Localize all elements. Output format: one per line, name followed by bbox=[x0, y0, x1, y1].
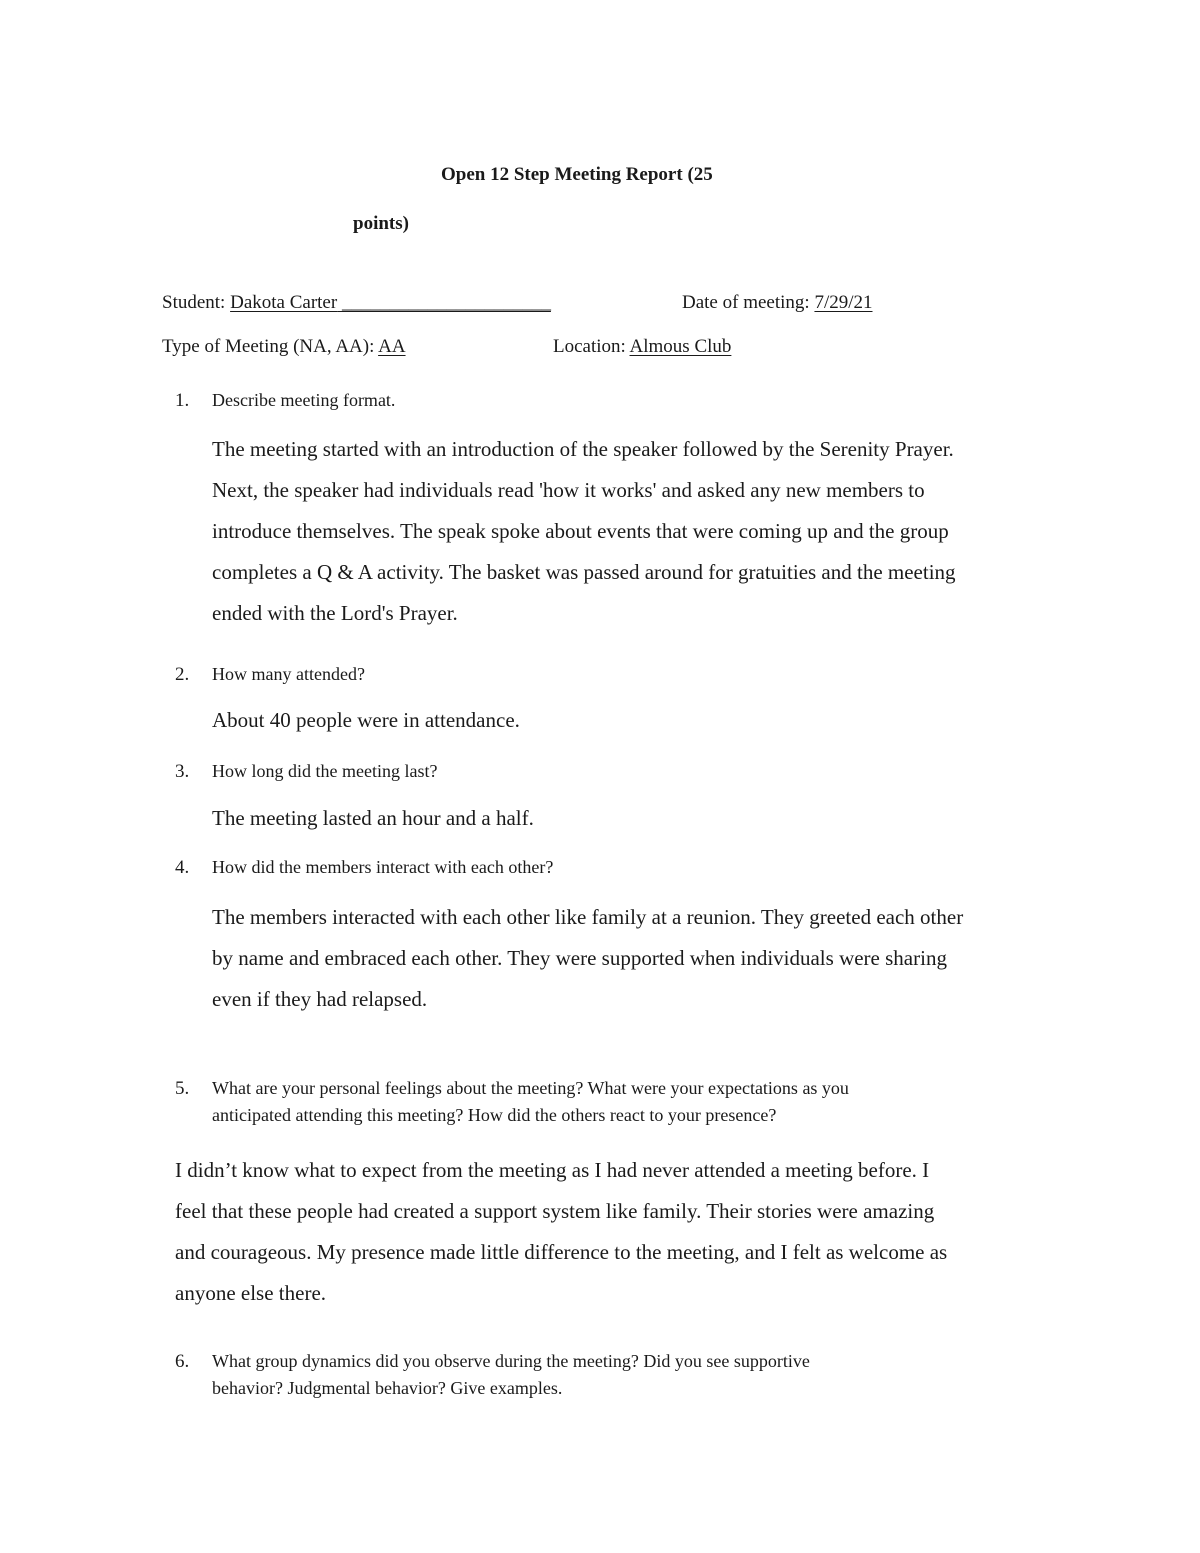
student-label: Student: bbox=[162, 292, 226, 313]
meeting-type-label: Type of Meeting (NA, AA): bbox=[162, 336, 375, 357]
student-field bbox=[162, 292, 551, 314]
answer-5-line: I didn’t know what to expect from the meeting as I had never attended a meeting before. I bbox=[175, 1158, 930, 1182]
answer-2: About 40 people were in attendance. bbox=[212, 708, 520, 732]
answer-4-line: The members interacted with each other like family at a reunion. They greeted each other bbox=[212, 905, 964, 929]
answer-4-line: even if they had relapsed. bbox=[212, 987, 428, 1011]
question-1-number: 1. bbox=[175, 390, 190, 411]
question-6-text bbox=[212, 1348, 810, 1402]
location-label: Location: bbox=[553, 336, 626, 357]
question-6-line: What group dynamics did you observe during the meeting? Did you see supportive bbox=[212, 1351, 810, 1371]
student-name: Dakota Carter bbox=[230, 292, 338, 313]
location-field bbox=[553, 336, 731, 358]
answer-3: The meeting lasted an hour and a half. bbox=[212, 806, 534, 830]
answer-1 bbox=[212, 429, 956, 634]
question-4-number: 4. bbox=[175, 857, 190, 878]
answer-1-line: The meeting started with an introduction of the speaker followed by the Serenity Prayer. bbox=[212, 437, 954, 461]
question-2-text: How many attended? bbox=[212, 664, 365, 684]
answer-5-line: and courageous. My presence made little difference to the meeting, and I felt as welcome as bbox=[175, 1240, 948, 1264]
meeting-type-value: AA bbox=[378, 336, 406, 357]
question-4-text: How did the members interact with each other? bbox=[212, 857, 554, 877]
answer-5 bbox=[175, 1150, 947, 1314]
answer-4-line: by name and embraced each other. They were supported when individuals were sharing bbox=[212, 946, 947, 970]
question-6-number: 6. bbox=[175, 1351, 190, 1372]
report-title-line-1: Open 12 Step Meeting Report (25 bbox=[441, 164, 713, 185]
question-3-number: 3. bbox=[175, 761, 190, 782]
date-value: 7/29/21 bbox=[814, 292, 873, 313]
answer-1-line: introduce themselves. The speak spoke about events that were coming up and the group bbox=[212, 519, 949, 543]
location-value: Almous Club bbox=[629, 336, 732, 357]
question-5-line: anticipated attending this meeting? How did the others react to your presence? bbox=[212, 1105, 777, 1125]
report-title-line-2: points) bbox=[353, 213, 409, 234]
question-1-text: Describe meeting format. bbox=[212, 390, 396, 410]
answer-4 bbox=[212, 897, 963, 1020]
question-2-number: 2. bbox=[175, 664, 190, 685]
answer-1-line: completes a Q & A activity. The basket was passed around for gratuities and the meeting bbox=[212, 560, 956, 584]
answer-1-line: ended with the Lord's Prayer. bbox=[212, 601, 458, 625]
question-6-line: behavior? Judgmental behavior? Give examples. bbox=[212, 1378, 563, 1398]
date-field bbox=[682, 292, 873, 314]
question-5-text bbox=[212, 1075, 849, 1129]
answer-1-line: Next, the speaker had individuals read 'how it works' and asked any new members to bbox=[212, 478, 925, 502]
question-3-text: How long did the meeting last? bbox=[212, 761, 438, 781]
meeting-type-field bbox=[162, 336, 406, 358]
answer-5-line: feel that these people had created a support system like family. Their stories were amazing bbox=[175, 1199, 935, 1223]
date-label: Date of meeting: bbox=[682, 292, 810, 313]
answer-5-line: anyone else there. bbox=[175, 1281, 327, 1305]
student-blank-line: ______________________ bbox=[337, 292, 551, 313]
question-5-line: What are your personal feelings about the meeting? What were your expectations as you bbox=[212, 1078, 849, 1098]
question-5-number: 5. bbox=[175, 1078, 190, 1099]
